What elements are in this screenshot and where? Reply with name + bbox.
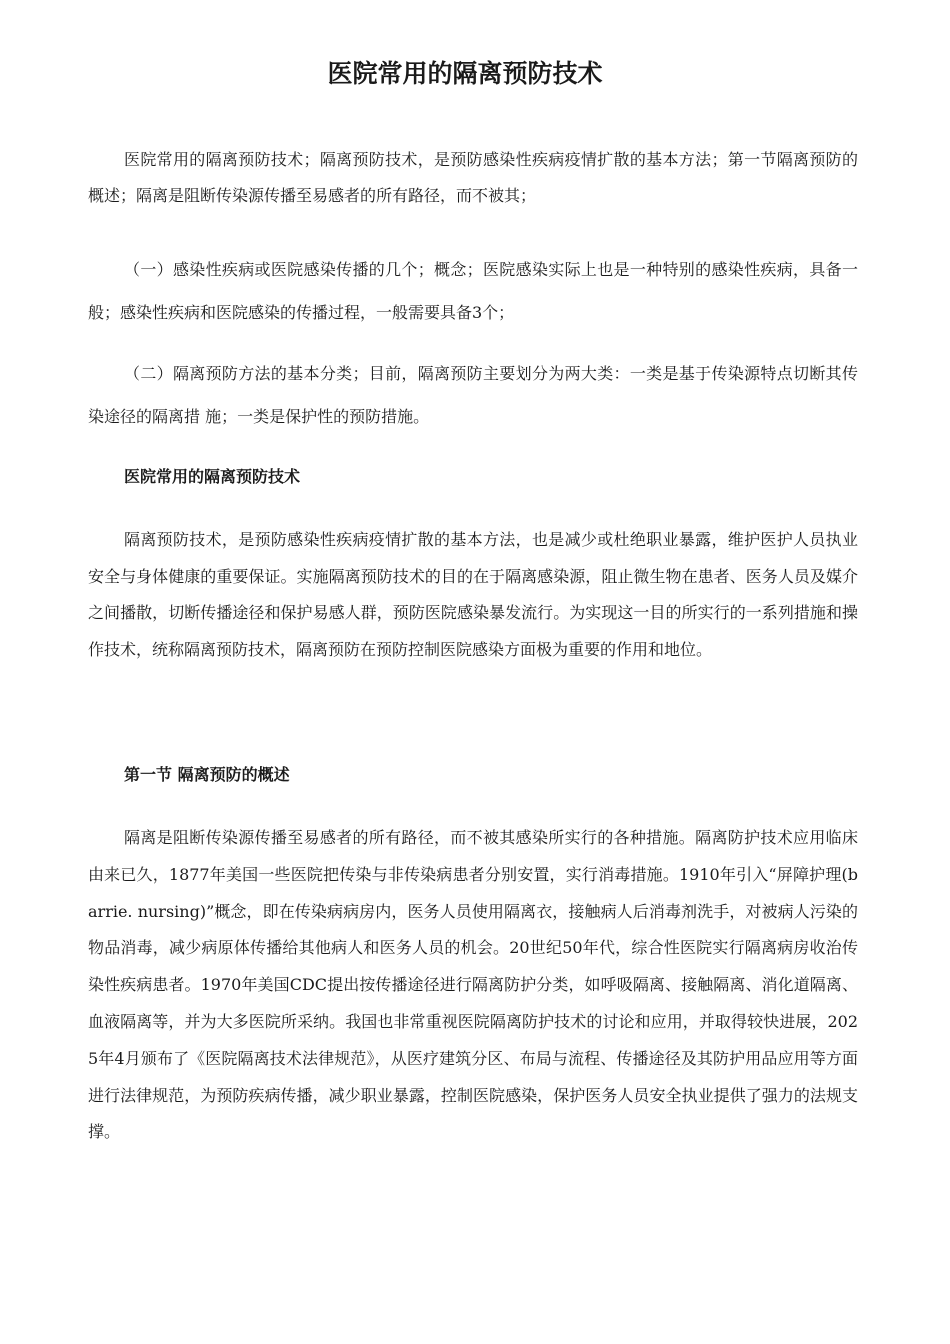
chapter-body-paragraph: 隔离是阻断传染源传播至易感者的所有路径，而不被其感染所实行的各种措施。隔离防护技术应用临床由来已久，1877年美国一些医院把传染与非传染病患者分别安置，实行消毒措施。1910年引入“屏障护理(barrie. nursing)”概念，即在传染病病房内，医务人员使用隔离衣，接触病人后消毒剂洗手，对被病人污染的物品消毒，减少病原体传播给其他病人和医务人员的机会。20世纪50年代，综合性医院实行隔离病房收治传染性疾病患者。1970年美国CDC提出按传播途径进行隔离防护分类，如呼吸隔离、接触隔离、消化道隔离、血液隔离等，并为大多医院所采纳。我国也非常重视医院隔离防护技术的讨论和应用，并取得较快进展，2025年4月颁布了《医院隔离技术法律规范》，从医疗建筑分区、布局与流程、传播途径及其防护用品应用等方面进行法律规范，为预防疾病传播，减少职业暴露，控制医院感染，保护医务人员安全执业提供了强力的法规支撑。 [88,828,858,1142]
chapter-heading: 第一节 隔离预防的概述 [124,765,290,784]
point-two-paragraph: （二）隔离预防方法的基本分类；目前，隔离预防主要划分为两大类：一类是基于传染源特点切断其传染途径的隔离措 施；一类是保护性的预防措施。 [88,364,858,426]
section-body-paragraph: 隔离预防技术，是预防感染性疾病疫情扩散的基本方法，也是减少或杜绝职业暴露，维护医护人员执业安全与身体健康的重要保证。实施隔离预防技术的目的在于隔离感染源，阻止微生物在患者、医务人员及媒介之间播散，切断传播途径和保护易感人群，预防医院感染暴发流行。为实现这一目的所实行的一系列措施和操作技术，统称隔离预防技术，隔离预防在预防控制医院感染方面极为重要的作用和地位。 [88,530,858,659]
section-heading: 医院常用的隔离预防技术 [124,467,301,486]
document-title: 医院常用的隔离预防技术 [327,59,603,88]
point-one-paragraph: （一）感染性疾病或医院感染传播的几个；概念；医院感染实际上也是一种特别的感染性疾病，具备一般；感染性疾病和医院感染的传播过程，一般需要具备3个； [88,260,858,322]
intro-paragraph: 医院常用的隔离预防技术；隔离预防技术，是预防感染性疾病疫情扩散的基本方法；第一节隔离预防的概述；隔离是阻断传染源传播至易感者的所有路径，而不被其； [88,150,858,205]
